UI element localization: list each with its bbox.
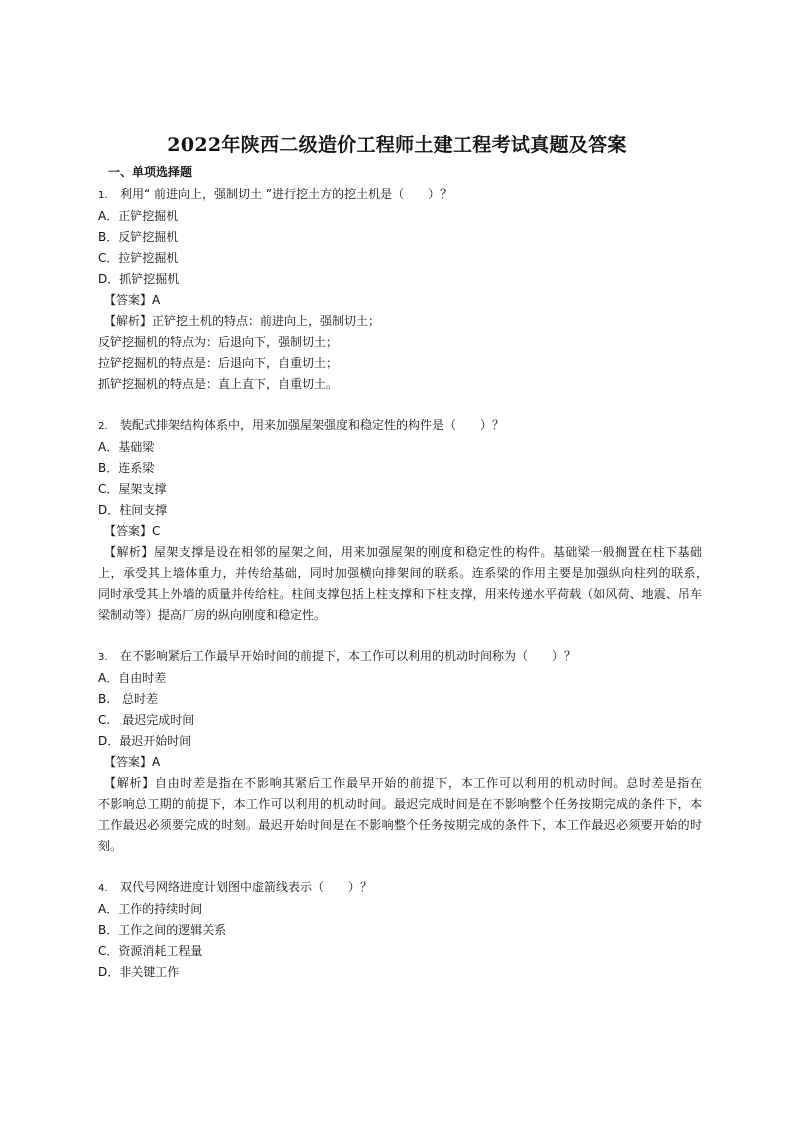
option-b: B．反铲挖掘机 bbox=[98, 230, 179, 244]
answer: 【答案】A bbox=[104, 293, 161, 307]
option-d: D．非关键工作 bbox=[98, 965, 180, 979]
analysis-paragraph: 【解析】自由时差是指在不影响其紧后工作最早开始的前提下，本工作可以利用的机动时间。总时差是指在 不影响总工期的前提下，本工作可以利用的机动时间。最迟完成时间是在不影响整个任务按期完成的条件下，本 工作最迟必须要完成的时刻。最迟开始时间是在不影响整个任务按期完成的条件下，本工作最迟必须要开始的时 刻。 bbox=[98, 776, 739, 853]
analysis-line: 拉铲挖掘机的特点是：后退向下，自重切土； bbox=[98, 356, 339, 370]
question-text: 装配式排架结构体系中，用来加强屋架强度和稳定性的构件是（ ）？ bbox=[120, 418, 505, 432]
option-b: B．连系梁 bbox=[98, 461, 155, 475]
document-title: 2022年陕西二级造价工程师土建工程考试真题及答案 bbox=[167, 134, 627, 156]
option-a: A．自由时差 bbox=[98, 671, 167, 685]
section-heading: 一、单项选择题 bbox=[108, 165, 193, 179]
analysis-line: 反铲挖掘机的特点为：后退向下，强制切土； bbox=[98, 335, 339, 349]
question-number: 3. bbox=[98, 652, 108, 663]
answer: 【答案】A bbox=[104, 755, 161, 769]
option-d: D．抓铲挖掘机 bbox=[98, 272, 180, 286]
question-stem bbox=[98, 646, 702, 668]
question-3 bbox=[98, 646, 739, 857]
option-a: A．正铲挖掘机 bbox=[98, 209, 179, 223]
option-c: C．资源消耗工程量 bbox=[98, 944, 203, 958]
question-number: 1. bbox=[98, 190, 108, 201]
question-text: 利用“ 前进向上，强制切土 ”进行挖土方的挖土机是（ ）？ bbox=[120, 187, 453, 201]
question-stem bbox=[98, 877, 702, 899]
option-c: C．屋架支撑 bbox=[98, 482, 167, 496]
option-d: D．最迟开始时间 bbox=[98, 734, 192, 748]
option-d: D．柱间支撑 bbox=[98, 503, 168, 517]
analysis-line: 抓铲挖掘机的特点是：直上直下，自重切土。 bbox=[98, 377, 339, 391]
question-4 bbox=[98, 877, 702, 983]
question-2 bbox=[98, 415, 727, 626]
question-stem bbox=[98, 184, 702, 206]
question-stem bbox=[98, 415, 702, 437]
option-c: C. 最迟完成时间 bbox=[98, 713, 195, 727]
option-b: B. 总时差 bbox=[98, 692, 159, 706]
analysis-paragraph: 【解析】屋架支撑是设在相邻的屋架之间，用来加强屋架的刚度和稳定性的构件。基础梁一般搁置在柱下基础上，承受其上墙体重力，并传给基础，同时加强横向排架间的联系。连系梁的作用主要是加强纵向柱列的联系， 同时承受其上外墙的质量并传给柱。柱间支撑包括上柱支撑和下柱支撑，用来传递水平荷载（如风荷、地震、吊车梁制动等）提高厂房的纵向刚度和稳定性。 bbox=[98, 545, 727, 622]
option-c: C．拉铲挖掘机 bbox=[98, 251, 179, 265]
question-number: 4. bbox=[98, 883, 108, 894]
option-a: A．工作的持续时间 bbox=[98, 902, 203, 916]
option-a: A．基础梁 bbox=[98, 440, 155, 454]
option-b: B．工作之间的逻辑关系 bbox=[98, 923, 227, 937]
answer: 【答案】C bbox=[104, 524, 161, 538]
questions-content bbox=[98, 184, 739, 983]
analysis-line: 【解析】正铲挖土机的特点：前进向上，强制切土； bbox=[104, 314, 381, 328]
question-number: 2. bbox=[98, 421, 108, 432]
question-1 bbox=[98, 184, 702, 395]
question-text: 双代号网络进度计划图中虚箭线表示（ ）？ bbox=[120, 880, 373, 894]
question-text: 在不影响紧后工作最早开始时间的前提下，本工作可以利用的机动时间称为（ ）？ bbox=[120, 649, 577, 663]
